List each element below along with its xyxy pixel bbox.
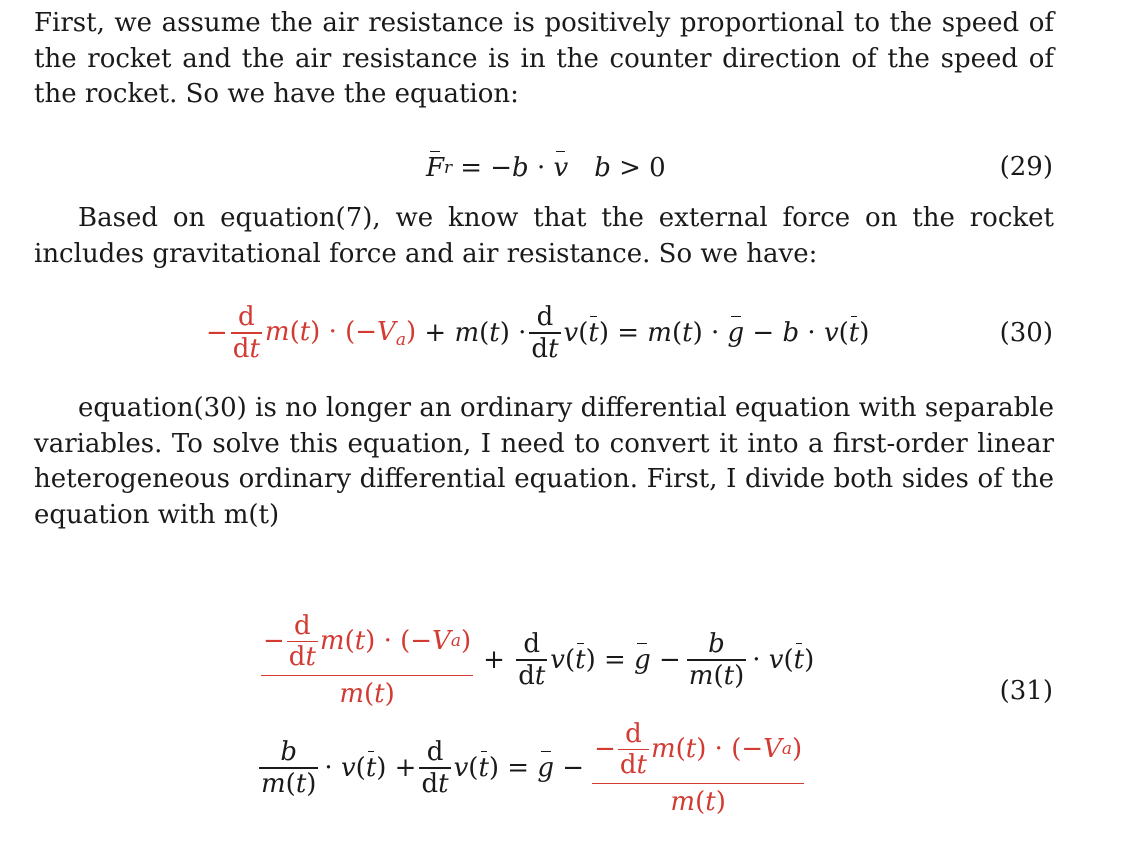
equation-number-30: (30) (999, 318, 1053, 348)
equation-number-31: (31) (999, 676, 1053, 706)
equation-31: − $\frac{d}{dt}$ m ( t ) · (− V a ) m(t) + $\frac{d}{dt}$ v ( t ) = g − $\frac{b}{m(t)}$ · v ( t ) (31) $\frac{b}{m(t)}$ · v ( t ) + $\frac{d}{dt}$ v ( t ) = g − − $\frac{d}{dt}$ m ( t ) · (− V a ) m(t) (261, 610, 1053, 818)
equation-30: − $\frac{d}{dt}$ $m(t) \cdot (-V_a)$ + m ( t ) · $\frac{d}{dt}$ v ( t ) = m ( t ) · g − b · v ( t ) (30) (206, 302, 1053, 364)
equation-number-29: (29) (999, 152, 1053, 182)
paragraph-2: Based on equation(7), we know that the external force on the rocket includes gravitational force and air resistance. So we have: (34, 203, 1054, 269)
equation-29: F r = − b · v b > 0 (29) (426, 152, 1053, 183)
paragraph-1: First, we assume the air resistance is positively proportional to the speed of the rocket and the air resistance is in the counter direction of the speed of the rocket. So we have the equation: (34, 8, 1054, 109)
paragraph-3: equation(30) is no longer an ordinary differential equation with separable variables. To solve this equation, I need to convert it into a first-order linear heterogeneous ordinary differential equation. First, I divide both sides of the equation with m(t) (34, 393, 1054, 530)
